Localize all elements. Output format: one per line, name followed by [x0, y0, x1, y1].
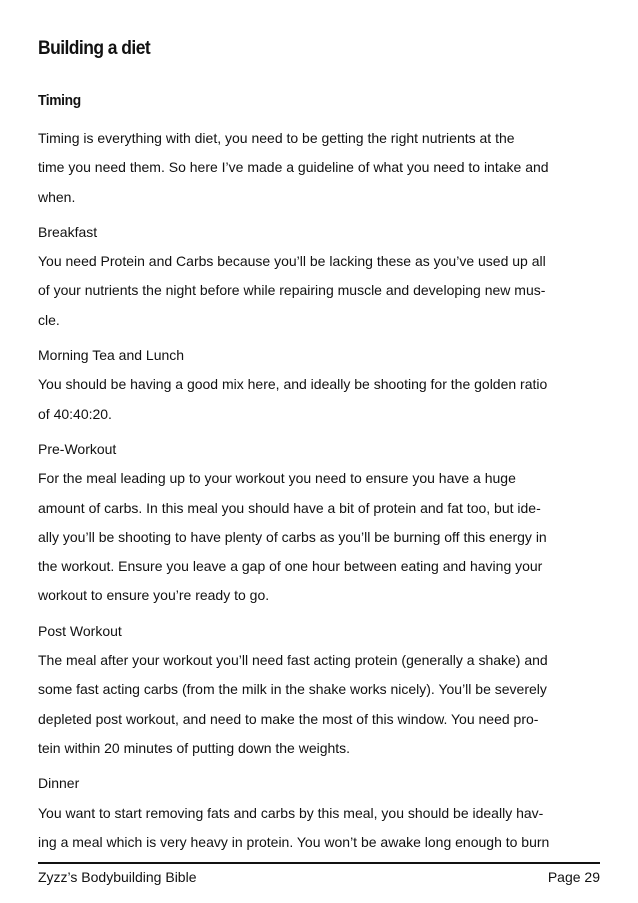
paragraph-morning-tea-lunch	[38, 341, 600, 429]
text-line: Timing is everything with diet, you need to be getting the right nutrients at the	[38, 130, 515, 146]
text-line: of your nutrients the night before while repairing muscle and developing new mus-	[38, 282, 546, 299]
paragraph-breakfast	[38, 218, 600, 335]
text-line: You want to start removing fats and carbs by this meal, you should be ideally hav-	[38, 804, 544, 821]
text-line: some fast acting carbs (from the milk in the shake works nicely). You’ll be severely	[38, 681, 547, 698]
paragraph-intro	[38, 124, 600, 212]
text-line: amount of carbs. In this meal you should have a bit of protein and fat too, but ide-	[38, 499, 541, 516]
footer-book-title: Zyzz’s Bodybuilding Bible	[38, 869, 197, 885]
page-title: Building a diet	[38, 38, 151, 59]
section-title: Timing	[38, 92, 81, 109]
text-line: You should be having a good mix here, and ideally be shooting for the golden ratio	[38, 376, 548, 393]
meal-heading: Post Workout	[38, 622, 122, 639]
paragraph-dinner	[38, 769, 600, 857]
text-line: The meal after your workout you’ll need fast acting protein (generally a shake) and	[38, 652, 548, 669]
text-line: cle.	[38, 311, 60, 328]
meal-heading: Breakfast	[38, 223, 98, 240]
paragraph-pre-workout	[38, 435, 600, 611]
text-line: tein within 20 minutes of putting down the weights.	[38, 739, 351, 756]
meal-heading: Dinner	[38, 775, 80, 792]
text-line: the workout. Ensure you leave a gap of one hour between eating and having your	[38, 558, 543, 575]
text-line: time you need them. So here I’ve made a guideline of what you need to intake and	[38, 159, 549, 176]
footer-divider	[38, 862, 600, 864]
text-line: when.	[38, 188, 76, 205]
text-line: ally you’ll be shooting to have plenty of carbs as you’ll be burning off this energy in	[38, 528, 547, 545]
text-line: You need Protein and Carbs because you’ll be lacking these as you’ve used up all	[38, 253, 546, 270]
text-line: workout to ensure you’re ready to go.	[38, 587, 270, 604]
paragraph-post-workout	[38, 617, 600, 763]
meal-heading: Morning Tea and Lunch	[38, 347, 185, 364]
footer-page-number: Page 29	[547, 869, 600, 885]
text-line: depleted post workout, and need to make the most of this window. You need pro-	[38, 710, 539, 727]
meal-heading: Pre-Workout	[38, 440, 117, 457]
body-text	[38, 124, 600, 863]
text-line: of 40:40:20.	[38, 405, 112, 422]
text-line: ing a meal which is very heavy in protein. You won’t be awake long enough to burn	[38, 833, 550, 850]
text-line: For the meal leading up to your workout you need to ensure you have a huge	[38, 470, 516, 487]
